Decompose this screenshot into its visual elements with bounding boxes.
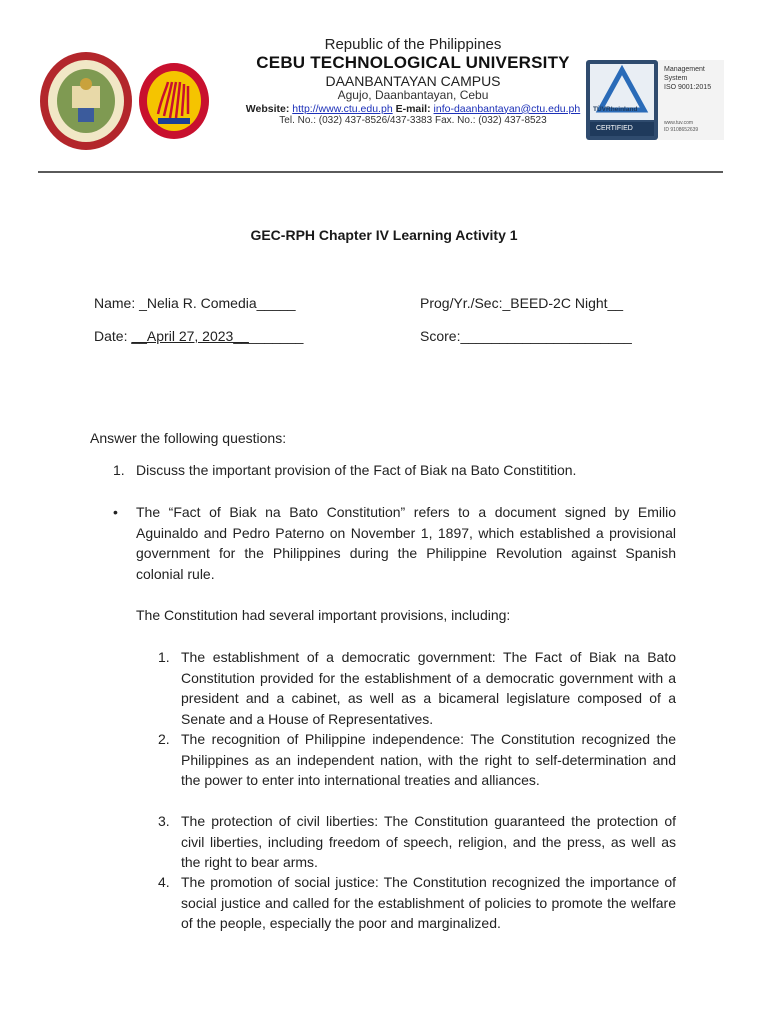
name-field — [94, 295, 296, 311]
email-label: E-mail: — [395, 102, 431, 115]
cert-brand: TÜVRheinland — [593, 106, 638, 113]
bullet-icon: • — [113, 504, 118, 520]
provision-number: 1. — [158, 649, 170, 665]
campus-address: Agujo, Daanbantayan, Cebu — [337, 87, 489, 102]
page-title: GEC-RPH Chapter IV Learning Activity 1 — [250, 227, 518, 243]
name-value: _Nelia R. Comedia_____ — [139, 295, 296, 311]
provisions-intro: The Constitution had several important provisions, including: — [136, 607, 511, 623]
cert-small-line: www.tuv.com — [664, 120, 694, 126]
name-label: Name: — [94, 295, 140, 311]
date-field — [94, 328, 303, 344]
cert-small-line: ID 9108652639 — [664, 127, 699, 133]
provision-text: The recognition of Philippine independence: The Constitution recognized the Philippines as an independent nation, with the right to self-determination and the power to enter into international treaties and alliances. — [181, 731, 676, 789]
prog-field — [420, 295, 623, 311]
cert-line: Management — [664, 66, 705, 73]
score-field — [420, 328, 632, 344]
cert-text — [664, 65, 711, 92]
date-tail: _______ — [248, 328, 304, 344]
phone-fax-line: Tel. No.: (032) 437-8526/437-3383 Fax. No.: (032) 437-8523 — [279, 114, 547, 126]
provision-text: The promotion of social justice: The Constitution recognized the importance of social justice and called for the establishment of policies to promote the welfare of the people, especially the poor and marginalized. — [181, 874, 676, 932]
prog-value: _BEED-2C Night__ — [502, 295, 624, 311]
prog-label: Prog/Yr./Sec: — [420, 295, 503, 311]
score-label: Score: — [420, 328, 461, 344]
campus-name: DAANBANTAYAN CAMPUS — [325, 72, 501, 89]
cert-line: ISO 9001:2015 — [664, 84, 712, 91]
provision-number: 2. — [158, 731, 170, 747]
website-link[interactable]: http://www.ctu.edu.ph — [292, 102, 393, 115]
date-label: Date: — [94, 328, 132, 344]
website-label: Website: — [245, 102, 290, 115]
cert-line: System — [664, 75, 688, 82]
asean-logo — [138, 62, 210, 140]
question-number: 1. — [113, 462, 125, 478]
university-name: CEBU TECHNOLOGICAL UNIVERSITY — [256, 53, 570, 73]
contact-line — [218, 103, 608, 115]
republic-heading: Republic of the Philippines — [324, 36, 502, 53]
iso-certification-badge — [586, 60, 724, 140]
provision-number: 4. — [158, 874, 170, 890]
cert-small-text — [664, 120, 698, 134]
question-text: Discuss the important provision of the Fact of Biak na Bato Constitition. — [136, 462, 577, 478]
letterhead — [218, 36, 608, 126]
score-value: ______________________ — [460, 328, 632, 344]
provision-number: 3. — [158, 813, 170, 829]
answer-paragraph: The “Fact of Biak na Bato Constitution” refers to a document signed by Emilio Aguinaldo and Pedro Paterno on November 1, 1897, which established a provisional government for the Philippines during the Philippine Revolution against Spanish colonial rule. — [136, 504, 676, 582]
provision-text: The establishment of a democratic government: The Fact of Biak na Bato Constitution provided for the establishment of a democratic government with a president and a cabinet, as well as a bicameral legislature composed of a Senate and a House of Representatives. — [181, 649, 676, 727]
provision-text: The protection of civil liberties: The Constitution guaranteed the protection of civil liberties, including freedom of speech, religion, and the press, as well as the right to bear arms. — [181, 813, 676, 871]
date-value: __April 27, 2023__ — [131, 328, 249, 344]
instructions: Answer the following questions: — [90, 430, 287, 446]
header-divider — [38, 171, 723, 173]
ctu-seal-logo — [38, 50, 134, 152]
email-link[interactable]: info-daanbantayan@ctu.edu.ph — [433, 102, 581, 115]
cert-badge-text: CERTIFIED — [596, 125, 633, 132]
